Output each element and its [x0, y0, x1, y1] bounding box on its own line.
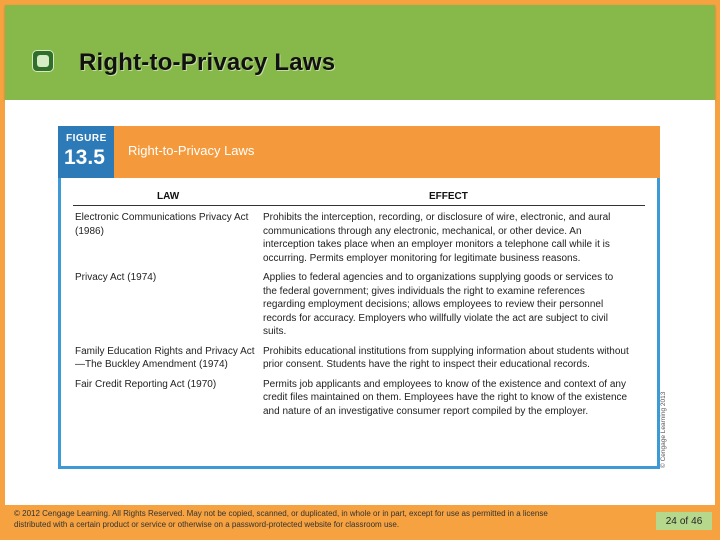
- column-header-effect: EFFECT: [429, 191, 468, 202]
- credit-text: © Cengage Learning 2013: [660, 391, 667, 468]
- square-bullet-icon: [32, 50, 54, 72]
- effect-cell: Applies to federal agencies and to organizations supplying goods or services to the federal government; gives individuals the right to examine references regarding employment decisions; allows employees to review their personnel records for accuracy. Employers who willfully violate the act are subject to civil suits.: [263, 272, 614, 337]
- table-row: [61, 271, 657, 339]
- page-of: of: [679, 515, 689, 527]
- table-row: [61, 211, 657, 265]
- page-number-box: [656, 512, 712, 530]
- figure-label: FIGURE: [66, 133, 107, 144]
- effect-cell: Prohibits educational institutions from supplying information about students without prior consent. Students have the right to inspect their educational records.: [263, 345, 629, 370]
- figure-caption: Right-to-Privacy Laws: [128, 143, 255, 158]
- table-body: [61, 211, 657, 424]
- law-cell: Privacy Act (1974): [75, 272, 157, 283]
- image-credit: [660, 388, 670, 468]
- table-row: [61, 378, 657, 419]
- page-current: 24: [665, 515, 677, 527]
- law-cell: Electronic Communications Privacy Act (1986): [75, 212, 249, 237]
- law-cell: Family Education Rights and Privacy Act—The Buckley Amendment (1974): [75, 345, 255, 370]
- table-row: [61, 345, 657, 372]
- column-header-law: LAW: [157, 191, 180, 202]
- figure-panel: [58, 126, 660, 469]
- figure-banner: [114, 126, 660, 178]
- slide-title: Right-to-Privacy Laws: [79, 49, 336, 76]
- slide-header: [5, 5, 715, 100]
- header-divider: [73, 205, 645, 206]
- copyright-notice: © 2012 Cengage Learning. All Rights Reserved. May not be copied, scanned, or duplicated, in whole or in part, except for use as permitted in a license distributed with a certain product or service or otherwise on a password-protected website for classroom use.: [14, 509, 548, 529]
- page-total: 46: [691, 515, 703, 527]
- effect-cell: Permits job applicants and employees to know of the existence and context of any credit files maintained on them. Employees have the right to know of the existence and nature of an investigative consumer report compiled by the employer.: [263, 378, 628, 417]
- law-cell: Fair Credit Reporting Act (1970): [75, 378, 217, 390]
- figure-number-tab: [58, 126, 114, 178]
- effect-cell: Prohibits the interception, recording, or disclosure of wire, electronic, and aural communications through any electronic, mechanical, or other device. An interception takes place when an employer monitors a telephone call while it is occurring. Permits employer monitoring for legitimate business reasons.: [263, 212, 611, 264]
- figure-number: 13.5: [64, 146, 105, 169]
